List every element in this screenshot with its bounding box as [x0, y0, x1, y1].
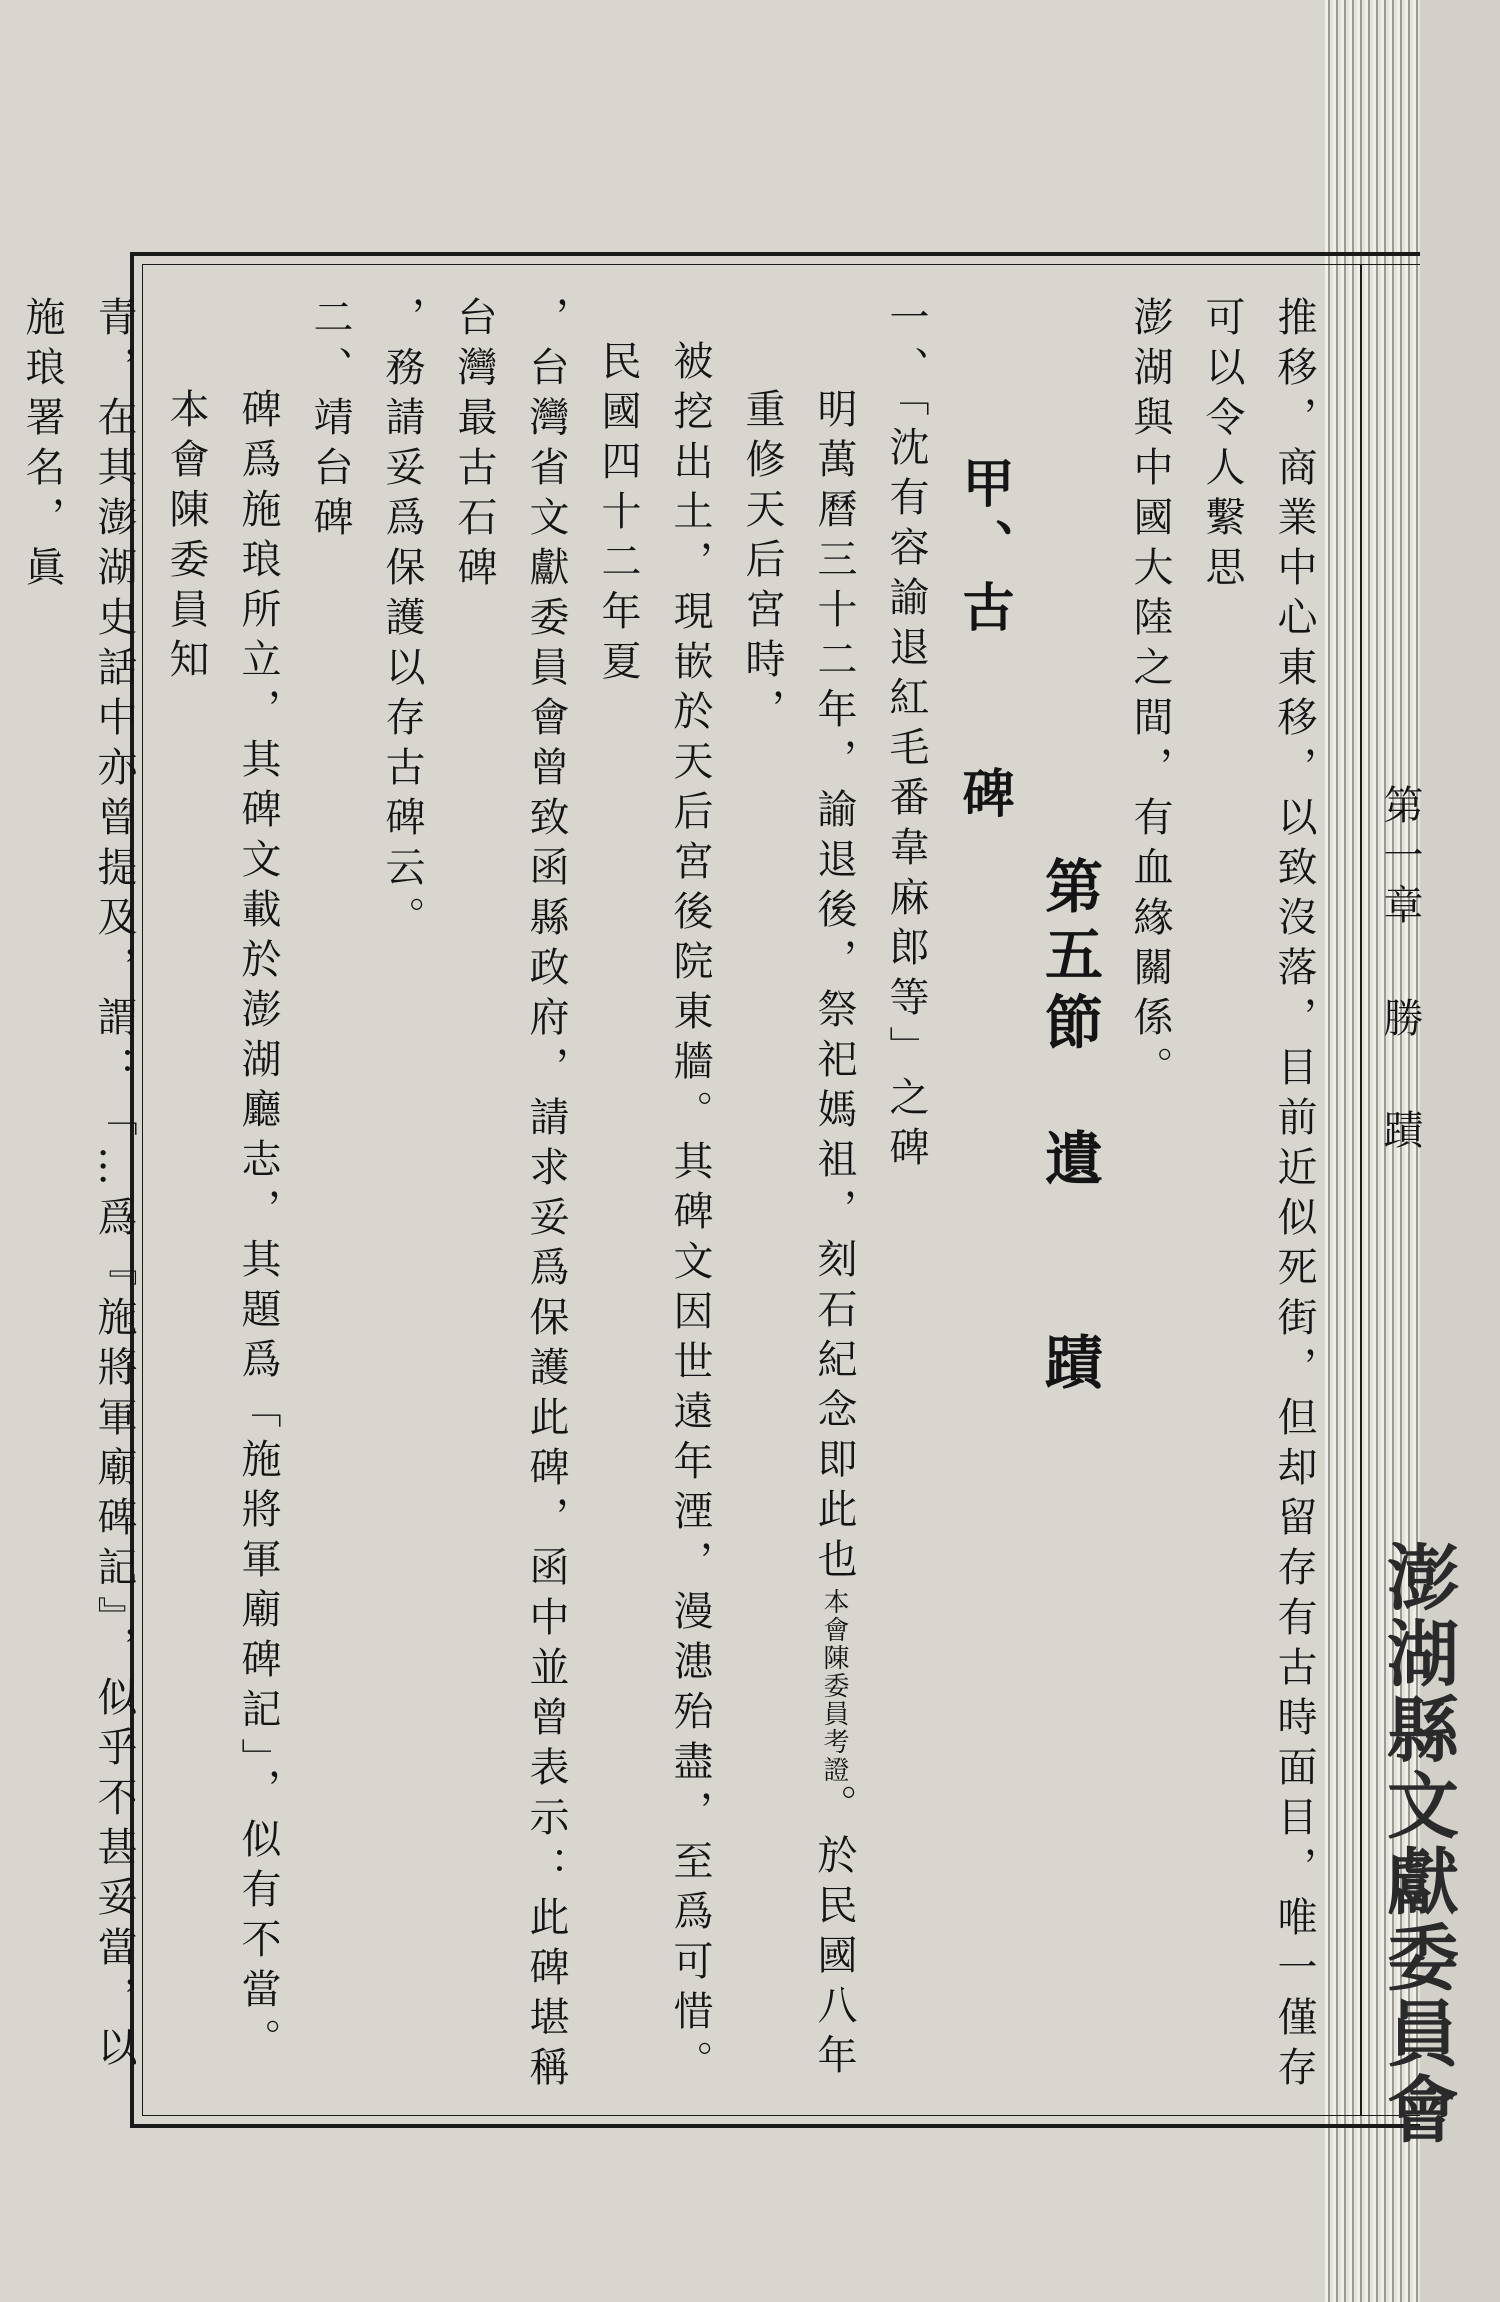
text-line: 青，在其澎湖史話中亦曾提及，謂：「…爲『施將軍廟碑記』，似乎不甚妥當，以施琅署名，眞 [19, 296, 137, 2076]
text-line: 被挖出土，現嵌於天后宮後院東牆。其碑文因世遠年湮，漫漶殆盡，至爲可惜。民國四十二年夏 [595, 340, 713, 2090]
item-heading: 二、靖台碑 [307, 296, 353, 546]
item-heading: 一、「沈有容諭退紅毛番韋麻郎等」之碑 [883, 296, 929, 1176]
sub-title: 甲、古 碑 [953, 456, 1014, 828]
header-rule [1360, 264, 1362, 2116]
running-head [1372, 784, 1429, 1159]
text-span: 。於民國八年重修天后宮時， [739, 388, 857, 2084]
body-text [19, 296, 1330, 2096]
chapter-title-a: 勝 [1377, 996, 1423, 1047]
publisher-name: 澎湖縣文獻委員會 [1375, 1540, 1460, 2148]
chapter-label: 第一章 [1377, 784, 1423, 934]
chapter-title-b: 蹟 [1377, 1109, 1423, 1160]
section-title: 第五節 遺 蹟 [1035, 856, 1103, 1400]
text-line [0, 296, 6, 2096]
text-line: 碑爲施琅所立，其碑文載於澎湖廳志，其題爲「施將軍廟碑記」，似有不當。本會陳委員知 [163, 388, 281, 2068]
paragraph: 澎湖與中國大陸之間，有血緣關係。 [1127, 296, 1173, 1096]
annotation: 本會陳委員考證 [819, 1588, 849, 1784]
text-span: 明萬曆三十二年，諭退後，祭祀媽祖，刻石紀念即此也 [811, 388, 857, 1588]
text-line [726, 296, 870, 2096]
text-line: ，務請妥爲保護以存古碑云。 [379, 296, 425, 946]
text-line: ，台灣省文獻委員會曾致函縣政府，請求妥爲保護此碑，函中並曾表示：此碑堪稱台灣最古石碑 [451, 296, 569, 2096]
paragraph: 推移，商業中心東移，以致沒落，目前近似死街，但却留存有古時面目，唯一僅存可以令人繫思 [1199, 296, 1317, 2096]
